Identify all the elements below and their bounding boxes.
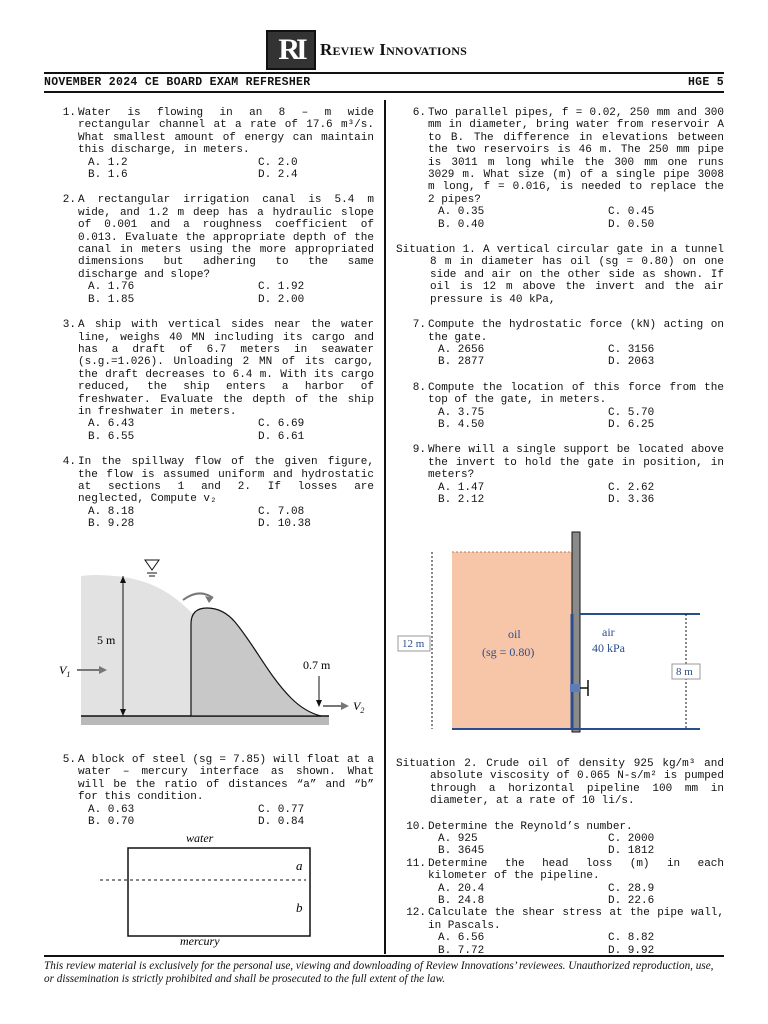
- question-number: 10.: [406, 820, 426, 833]
- question-2: [56, 194, 374, 306]
- choice-a: A. 6.56: [438, 932, 485, 945]
- question-number: 11.: [406, 857, 426, 870]
- choice-c: C. 1.92: [258, 281, 305, 294]
- choice-d: D. 6.61: [258, 430, 305, 443]
- question-text: Two parallel pipes, f = 0.02, 250 mm and 300 mm in diameter, bring water from reservoir A to B. The difference in elevations between the two reservoirs is 46 m. The 250 mm pipe is 3011 m long while the 300 mm one runs 3029 m. What size (m) of a single pipe 3008 m long, f = 0.016, is needed to replace the 2 pipes?: [428, 107, 724, 206]
- choice-b: B. 9.28: [88, 518, 135, 531]
- question-text: Where will a single support be located above the invert to hold the gate in position, in meters?: [428, 444, 724, 482]
- choice-a: A. 2656: [438, 343, 485, 356]
- question-3: [56, 319, 374, 443]
- left-column-bottom: [56, 754, 374, 828]
- question-9: [406, 444, 724, 506]
- question-12: [406, 907, 724, 957]
- choices: [78, 418, 374, 443]
- choice-c: C. 8.82: [608, 932, 655, 945]
- choice-d: D. 1812: [608, 845, 655, 858]
- height-label: 5 m: [97, 633, 116, 647]
- question-6: [406, 107, 724, 231]
- choices: [78, 506, 374, 531]
- choice-b: B. 2.12: [438, 493, 485, 506]
- question-10: [406, 821, 724, 858]
- question-text: A rectangular irrigation canal is 5.4 m wide, and 1.2 m deep has a hydraulic slope of 0.001 and a roughness coefficient of 0.013. Evaluate the appropriate depth of the canal in meters using the more appropriated dimensions but adhering to the same discharge and slope?: [78, 194, 374, 281]
- choices: [78, 157, 374, 182]
- header-title: NOVEMBER 2024 CE BOARD EXAM REFRESHER: [44, 76, 311, 89]
- choice-c: C. 7.08: [258, 505, 305, 518]
- choice-c: C. 2.62: [608, 481, 655, 494]
- tunnel-diameter-label: 8 m: [676, 666, 693, 678]
- choices: [78, 281, 374, 306]
- v2-label: $V_2$: [353, 699, 365, 715]
- choice-d: D. 9.92: [608, 944, 655, 957]
- choices: [428, 883, 724, 908]
- choice-b: B. 1.6: [88, 169, 128, 182]
- choice-a: A. 0.63: [88, 803, 135, 816]
- question-number: 2.: [62, 194, 76, 207]
- question-text: Determine the head loss (m) in each kilometer of the pipeline.: [428, 857, 724, 883]
- gate-support: [570, 684, 580, 692]
- block-figure: [96, 832, 326, 950]
- question-text: Compute the hydrostatic force (kN) acting on the gate.: [428, 319, 724, 344]
- right-column: [396, 107, 724, 506]
- question-4: [56, 456, 374, 530]
- choices: [428, 833, 724, 858]
- situation-1: Situation 1. A vertical circular gate in a tunnel 8 m in diameter has oil (sg = 0.80) on one side and air on the other side as shown. If oil is 12 m above the invert and the air pressure is 40 kPa,: [396, 244, 724, 306]
- choice-b: B. 2877: [438, 356, 485, 369]
- choice-a: A. 925: [438, 833, 478, 846]
- question-text: Water is flowing in an 8 – m wide rectangular channel at a rate of 17.6 m³/s. What smallest amount of energy can maintain this discharge, in meters.: [78, 107, 374, 157]
- spillway-figure: [55, 556, 377, 726]
- water-label: water: [186, 832, 214, 845]
- choice-c: C. 2000: [608, 833, 655, 846]
- gate-figure: [396, 530, 726, 748]
- choice-a: A. 0.35: [438, 206, 485, 219]
- question-number: 7.: [412, 319, 426, 332]
- choice-d: D. 2063: [608, 356, 655, 369]
- choice-d: D. 0.84: [258, 816, 305, 829]
- choice-a: A. 3.75: [438, 406, 485, 419]
- b-label: b: [296, 900, 303, 915]
- choices: [78, 804, 374, 829]
- question-number: 3.: [62, 319, 76, 332]
- choice-c: C. 28.9: [608, 882, 655, 895]
- footer-disclaimer: This review material is exclusively for the personal use, viewing and downloading of Review Innovations’ reviewees. Unauthorized reproduction, use, or dissemination is strictly prohibited and shall be prosecuted to the full extent of the law.: [44, 955, 724, 986]
- v2-arrow-head: [341, 702, 349, 710]
- question-text: Calculate the shear stress at the pipe wall, in Pascals.: [428, 907, 724, 932]
- question-11: [406, 858, 724, 908]
- choice-c: C. 3156: [608, 343, 655, 356]
- choice-a: A. 1.2: [88, 156, 128, 169]
- choice-c: C. 0.77: [258, 803, 305, 816]
- choices: [428, 482, 724, 507]
- page-header: [44, 72, 724, 93]
- choice-b: B. 3645: [438, 845, 485, 858]
- question-number: 1.: [62, 107, 76, 119]
- situation-2: Situation 2. Crude oil of density 925 kg/m³ and absolute viscosity of 0.065 N-s/m² is pumped through a horizontal pipeline 100 mm in diameter, at a rate of 10 li/s.: [396, 758, 724, 808]
- header-code: HGE 5: [687, 76, 724, 89]
- oil-label: oil: [508, 627, 521, 641]
- choices: [428, 344, 724, 369]
- oil-sg-label: (sg = 0.80): [482, 645, 535, 659]
- question-number: 6.: [412, 107, 426, 119]
- choice-b: B. 1.85: [88, 293, 135, 306]
- depth-label: 0.7 m: [303, 658, 331, 672]
- water-surface-icon: [145, 560, 159, 570]
- v1-label: $V_1$: [59, 663, 71, 679]
- question-1: [56, 107, 374, 181]
- logo-name: Review Innovations: [320, 40, 467, 59]
- choice-b: B. 7.72: [438, 944, 485, 957]
- steel-block: [128, 848, 310, 936]
- choice-b: B. 4.50: [438, 418, 485, 431]
- choice-b: B. 0.40: [438, 218, 485, 231]
- question-number: 8.: [412, 381, 426, 394]
- choice-d: D. 2.4: [258, 169, 298, 182]
- choice-c: C. 5.70: [608, 406, 655, 419]
- question-number: 9.: [412, 444, 426, 457]
- choice-d: D. 2.00: [258, 293, 305, 306]
- choices: [428, 407, 724, 432]
- question-text: Determine the Reynold’s number.: [428, 820, 633, 833]
- question-7: [406, 319, 724, 369]
- choice-d: D. 3.36: [608, 493, 655, 506]
- choice-c: C. 0.45: [608, 206, 655, 219]
- choice-d: D. 0.50: [608, 218, 655, 231]
- spillway-crest: [191, 608, 321, 716]
- choice-d: D. 6.25: [608, 418, 655, 431]
- question-8: [406, 382, 724, 432]
- choice-d: D. 10.38: [258, 518, 311, 531]
- air-pressure-label: 40 kPa: [592, 641, 625, 655]
- question-number: 4.: [62, 456, 76, 469]
- left-column: [56, 107, 374, 531]
- air-label: air: [602, 625, 615, 639]
- choice-a: A. 20.4: [438, 882, 485, 895]
- channel-bed: [81, 716, 329, 725]
- right-column-bottom: [396, 758, 724, 957]
- question-text: A block of steel (sg = 7.85) will float at a water – mercury interface as shown. What will be the ratio of distances “a” and “b” for this condition.: [78, 754, 374, 804]
- choice-a: A. 8.18: [88, 505, 135, 518]
- dim-arrow: [316, 700, 322, 707]
- question-5: [56, 754, 374, 828]
- question-text: A ship with vertical sides near the water line, weighs 40 MN including its cargo and has a draft of 6.7 meters in seawater (s.g.=1.026). Unloading 2 MN of its cargo, the draft decreases to 6.4 m. With its cargo reduced, the ship enters a harbor of freshwater. Evaluate the depth of the ship in freshwater in meters.: [78, 319, 374, 418]
- choice-b: B. 24.8: [438, 895, 485, 908]
- choice-d: D. 22.6: [608, 895, 655, 908]
- choice-a: A. 6.43: [88, 418, 135, 431]
- logo: [266, 30, 467, 70]
- oil-depth-label: 12 m: [402, 638, 425, 650]
- mercury-label: mercury: [180, 934, 220, 948]
- choice-c: C. 2.0: [258, 156, 298, 169]
- choices: [428, 932, 724, 957]
- logo-mark: RI: [266, 30, 316, 70]
- a-label: a: [296, 858, 303, 873]
- choices: [428, 206, 724, 231]
- question-text: In the spillway flow of the given figure, the flow is assumed uniform and hydrostatic at sections 1 and 2. If losses are neglected, Compute v₂: [78, 456, 374, 506]
- choice-b: B. 6.55: [88, 430, 135, 443]
- question-number: 5.: [62, 754, 76, 766]
- choice-b: B. 0.70: [88, 816, 135, 829]
- choice-c: C. 6.69: [258, 418, 305, 431]
- choice-a: A. 1.47: [438, 481, 485, 494]
- question-number: 12.: [406, 907, 426, 920]
- choice-a: A. 1.76: [88, 281, 135, 294]
- question-text: Compute the location of this force from the top of the gate, in meters.: [428, 381, 724, 407]
